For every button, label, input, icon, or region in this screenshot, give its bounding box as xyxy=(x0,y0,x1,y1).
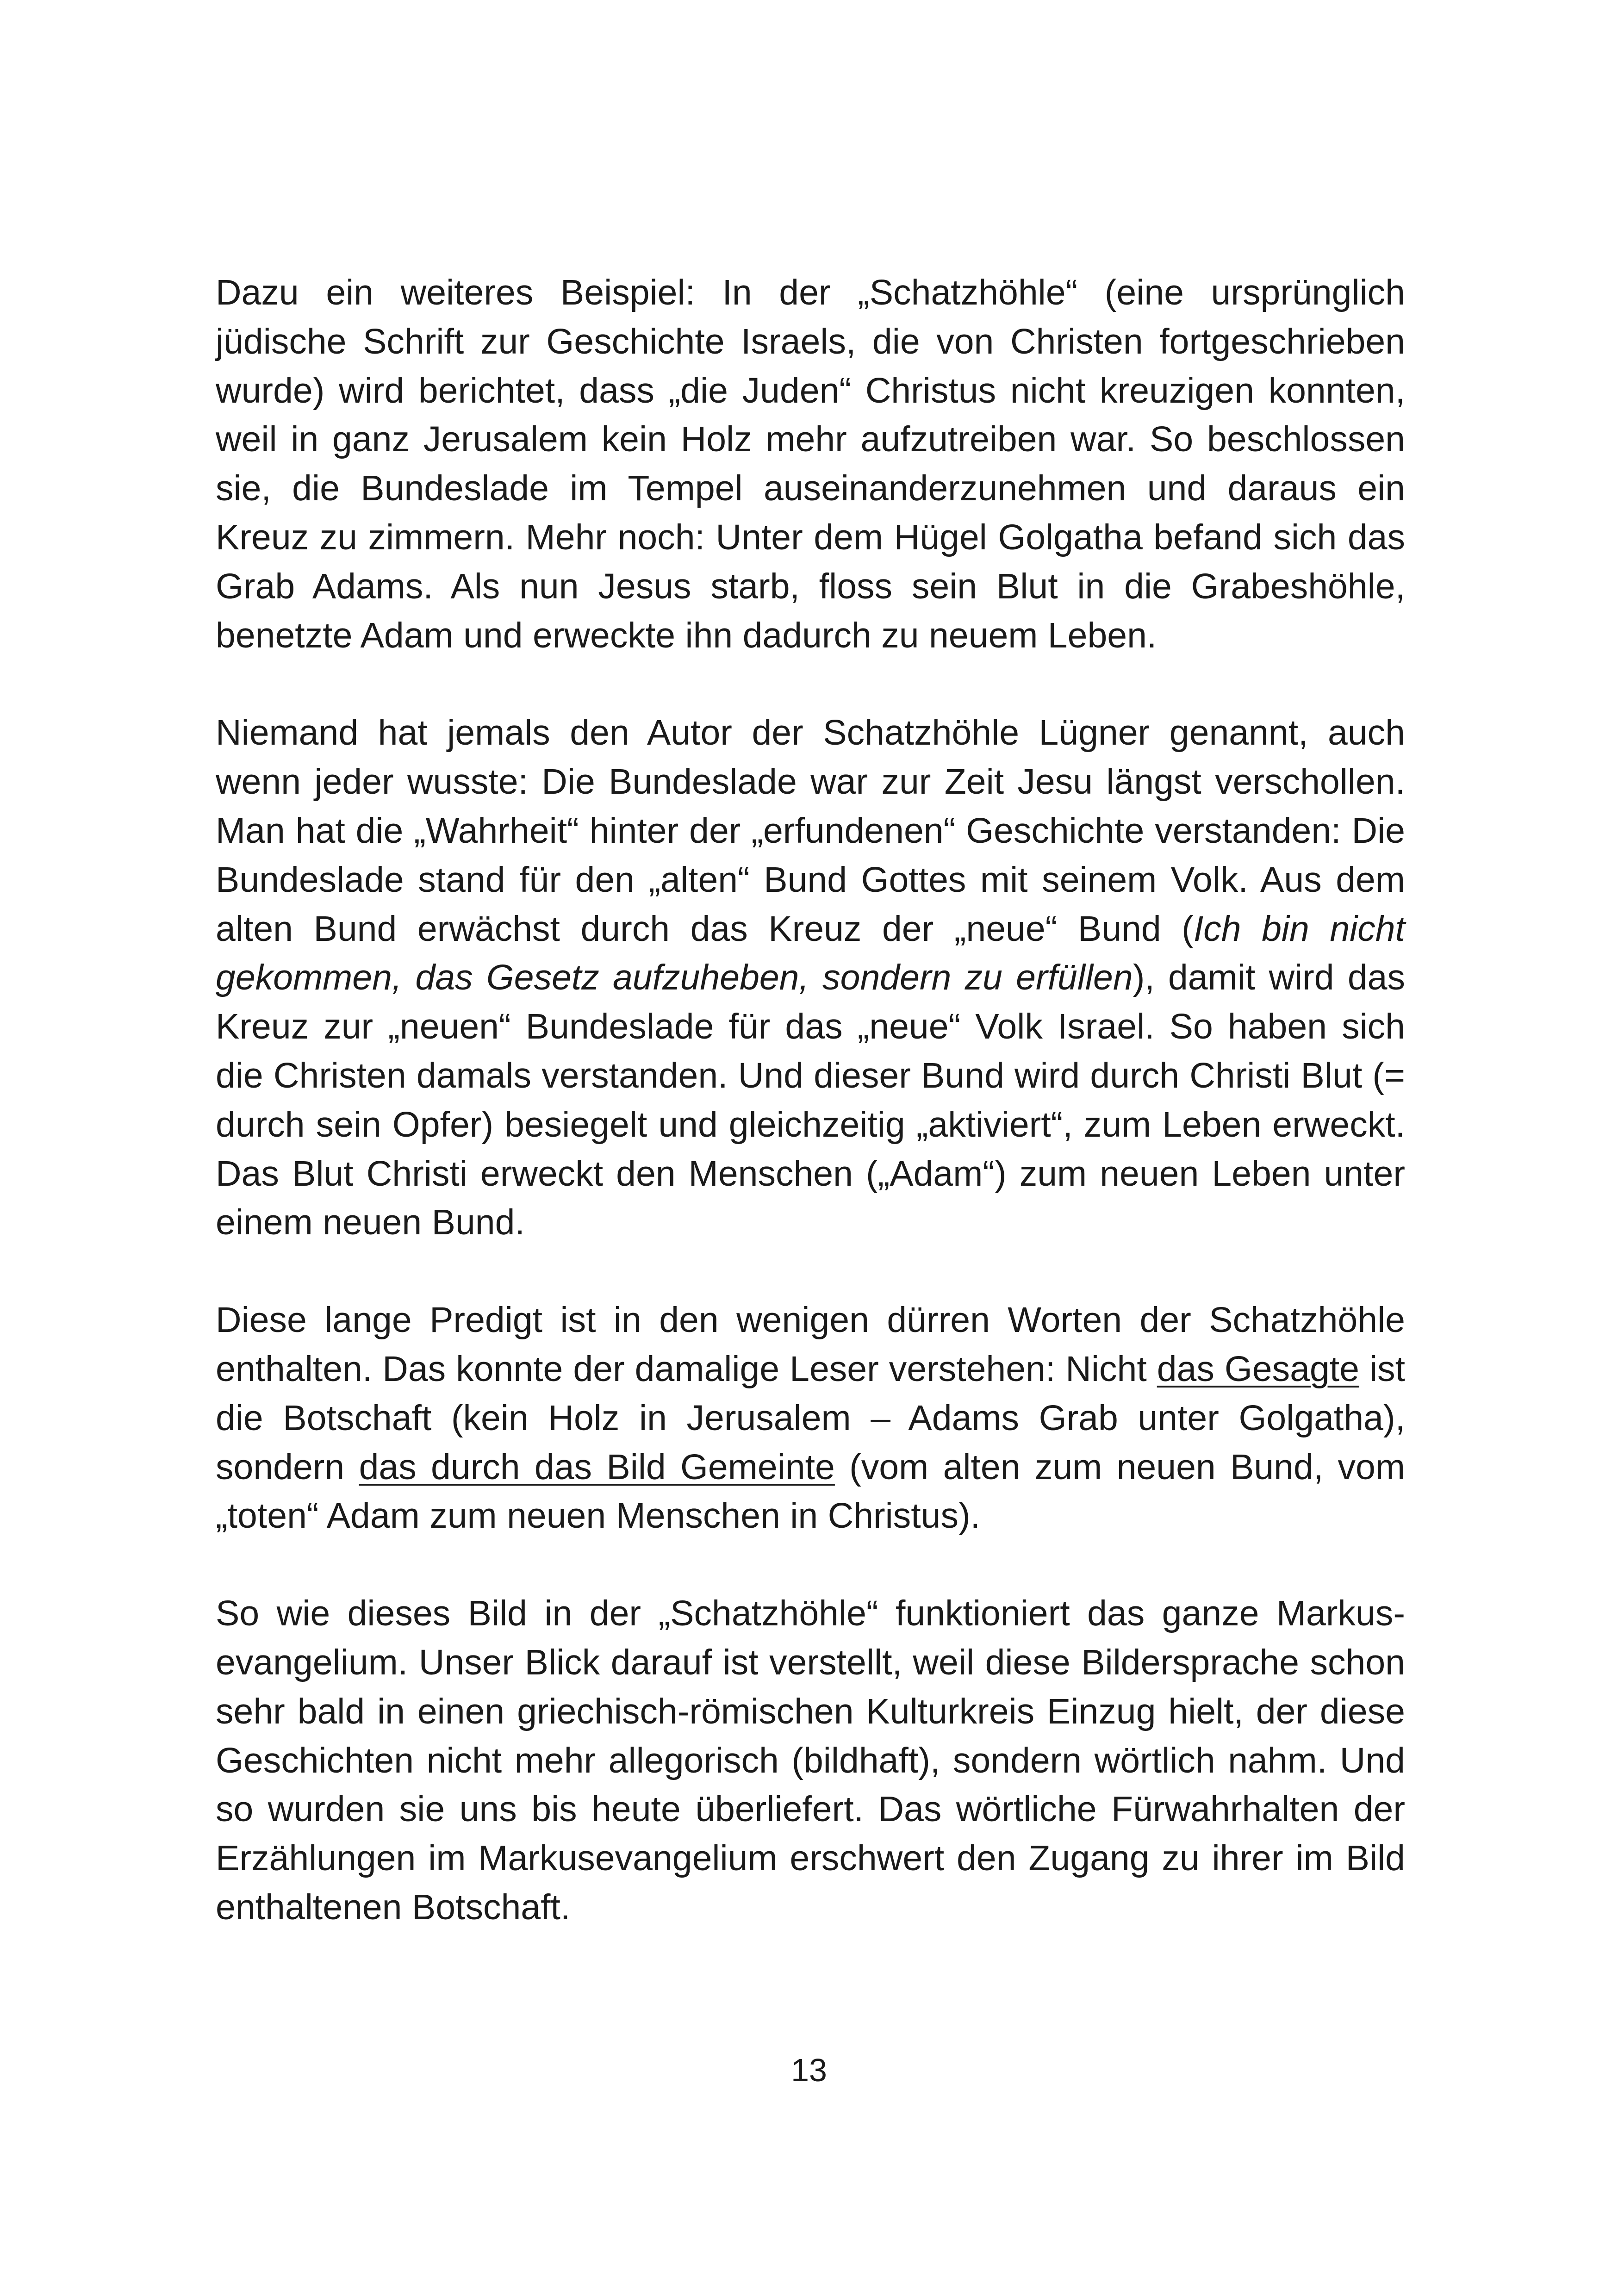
paragraph-text: ), damit wird das Kreuz zur „neuen“ Bundeslade für das „neue“ Volk Israel. So haben sich die Christen damals verstanden. Und dieser Bund wird durch Christi Blut (= durch sein Opfer) besiegelt und gleichzeitig „aktiviert“, zum Leben erweckt. Das Blut Christi erweckt den Menschen („Adam“) zum neuen Leben unter einem neuen Bund. xyxy=(216,958,1405,1243)
italic-quotation: Ich bin nicht gekommen, das Gesetz aufzuheben, sondern zu erfüllen xyxy=(216,908,1406,998)
paragraph-text: So wie dieses Bild in der „Schatzhöhle“ funktioniert das ganze Markusevangelium. Unser Blick darauf ist verstellt, weil diese Bildersprache schon sehr bald in einen griechisch-römischen Kulturkreis Einzug hielt, der diese Geschichten nicht mehr allegorisch (bildhaft), sondern wörtlich nahm. Und so wurden sie uns bis heute überliefert. Das wörtliche Fürwahrhalten der Erzählungen im Markusevangelium erschwert den Zugang zu ihrer im Bild enthaltenen Botschaft. xyxy=(216,1593,1405,1927)
paragraph-text: (vom alten zum neuen Bund, vom „toten“ Adam zum neuen Menschen in Christus). xyxy=(216,1447,1405,1536)
paragraph-text: ist die Botschaft (kein Holz in Jerusalem – Adams Grab unter Golgatha), sondern xyxy=(216,1349,1405,1487)
body-text xyxy=(216,268,1405,1981)
paragraph-markusevangelium xyxy=(216,1589,1405,1932)
underlined-phrase-das-gemeinte: das durch das Bild Gemeinte xyxy=(359,1447,835,1487)
underlined-phrase-das-gesagte: das Gesagte xyxy=(1157,1349,1359,1389)
paragraph-bundeslade-interpretation xyxy=(216,709,1405,1247)
paragraph-predigt xyxy=(216,1296,1405,1541)
paragraph-text: Diese lange Predigt ist in den wenigen dürren Worten der Schatzhöhle enthalten. Das konnte der damalige Leser verstehen: Nicht xyxy=(216,1300,1405,1389)
paragraph-text: Dazu ein weiteres Beispiel: In der „Schatzhöhle“ (eine ursprünglich jüdische Schrift zur Geschichte Israels, die von Christen fortgeschrieben wurde) wird berichtet, dass „die Juden“ Christus nicht kreuzigen konnten, weil in ganz Jerusalem kein Holz mehr aufzutreiben war. So beschlossen sie, die Bundeslade im Tempel auseinanderzunehmen und daraus ein Kreuz zu zimmern. Mehr noch: Unter dem Hügel Golgatha befand sich das Grab Adams. Als nun Jesus starb, floss sein Blut in die Grabeshöhle, benetzte Adam und erweckte ihn dadurch zu neuem Leben. xyxy=(216,273,1405,655)
paragraph-schatzhoehle-example xyxy=(216,268,1405,660)
page-number: 13 xyxy=(791,2052,827,2088)
paragraph-text: Niemand hat jemals den Autor der Schatzhöhle Lügner genannt, auch wenn jeder wusste: Die Bundeslade war zur Zeit Jesu längst verschollen. Man hat die „Wahrheit“ hinter der „erfundenen“ Geschichte verstanden: Die Bundeslade stand für den „alten“ Bund Gottes mit seinem Volk. Aus dem alten Bund erwächst durch das Kreuz der „neue“ Bund ( xyxy=(216,713,1405,949)
